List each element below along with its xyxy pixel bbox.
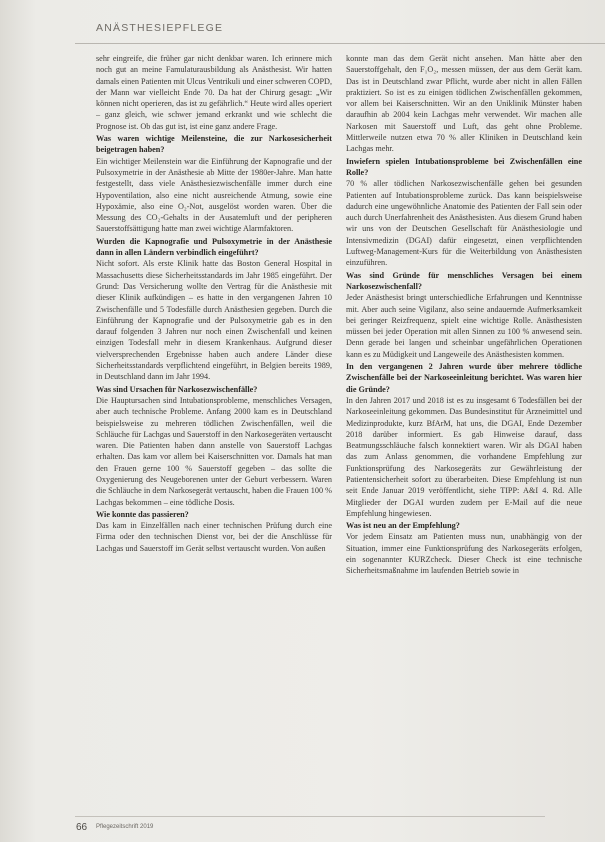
- body-paragraph: konnte man das dem Gerät nicht ansehen. Man hätte aber den Sauerstoffgehalt, den F₁O₂, messen müssen, der aus dem Gerät kam. Das ist in Deutschland zwar Pflicht, wurde aber nicht in allen Fällen praktiziert. So ist es zu einigen tödlichen Zwischenfällen gekommen, vor allem bei Kaiserschnitten. Wir an den Uniklinik Münster haben daraufhin ab 2004 kein Lachgas mehr verwendet. Wir machen alle Narkosen mit Sauerstoff und Luft, das geht ohne Probleme. Mittlerweile nutzen etwa 70 % aller Kliniken in Deutschland kein Lachgas mehr.: [346, 54, 582, 154]
- interview-question: Was sind Ursachen für Narkosezwischenfälle?: [96, 384, 258, 394]
- interview-question: Wie konnte das passieren?: [96, 509, 189, 519]
- body-paragraph: 70 % aller tödlichen Narkosezwischenfälle gehen bei gesunden Patienten auf Intubationsprobleme zurück. Das kann beispielsweise dadurch eine ungewöhnliche Anatomie des Patienten der Fall sein oder auch durch Unerfahrenheit des Anästhesisten. Aus diesem Grund haben wir uns von der Deutschen Gesellschaft für Anästhesiologie und Intensivmedizin (DGAI) dafür eingesetzt, einen verpflichtenden Luftweg-Management-Kurs für die Weiterbildung von Anästhesisten einzuführen.: [346, 179, 582, 268]
- footer-rule: [75, 816, 545, 817]
- body-paragraph: Nicht sofort. Als erste Klinik hatte das Boston General Hospital in Massachusetts diese Sicherheitsstandards im Jahr 1985 eingeführt. Der Grund: Das Versicherung wollte den Vertrag für die Anästhesie mit dieser Klinik aufkündigen – es hatte in den vergangenen Jahren 10 Zwischenfälle und 5 Todesfälle durch Anästhesien gegeben. Durch die Einführung der Kapnografie und der Pulsoxymetrie gab es in den darauf folgenden 3 Jahren nur noch einen Zwischenfall und keinen einzigen Todesfall mehr in diesem Krankenhaus. Aufgrund dieser vielversprechenden Ergebnisse haben auch andere Länder diese Sicherheitsstandards verpflichtend eingeführt, in Belgien bereits 1989, in Deutschland dann im Jahr 1994.: [96, 259, 332, 382]
- body-paragraph: Das kam in Einzelfällen nach einer technischen Prüfung durch eine Firma oder den technischen Dienst vor, bei der die Anschlüsse für Lachgas und Sauerstoff im Gerät selbst vertauscht wurden. Von außen: [96, 521, 332, 553]
- body-paragraph: In den Jahren 2017 und 2018 ist es zu insgesamt 6 Todesfällen bei der Narkoseeinleitung gekommen. Das Bundesinstitut für Arzneimittel und Medizinprodukte, kurz BfArM, hat uns, die DGAI, Ende Dezember 2018 darüber informiert. Es gab Hinweise darauf, dass Beatmungsschläuche falsch konnektiert waren. Wir als DGAI haben das zum Anlass genommen, die vorhandene Empfehlung zur Funktionsprüfung des Narkosegeräts zur Gewährleistung der Patientensicherheit sofort zu überarbeiten. Diese Empfehlung ist nun seit Ende Januar 2019 veröffentlicht, siehe TIPP: A&I 4. Rd. Alle Mitglieder der DGAI wurden zudem per E-Mail auf die neue Empfehlung hingewiesen.: [346, 395, 582, 518]
- interview-question: Wurden die Kapnografie und Pulsoxymetrie in der Anästhesie dann in allen Ländern verbindlich eingeführt?: [96, 236, 332, 258]
- left-column: [96, 53, 332, 811]
- page-number: 66: [76, 822, 88, 833]
- right-column: [346, 53, 582, 811]
- body-paragraph: sehr eingreife, die früher gar nicht denkbar waren. Ich erinnere mich noch gut an meine Famulaturausbildung als Anästhesist. Wir hatten damals einen Patienten mit Ulcus Ventrikuli und einer schweren COPD, der Mann war vielleicht Ende 70. Da hat der Chirurg gesagt: „Wir können nicht operieren, das ist zu gefährlich.“ Heute wird alles operiert – ganz gleich, wie schwer jemand erkrankt und wie schlecht die Prognose ist. Ob das gut ist, ist eine ganz andere Frage.: [96, 54, 332, 131]
- interview-question: Was sind Gründe für menschliches Versagen bei einem Narkosezwischenfall?: [346, 270, 582, 291]
- interview-question: In den vergangenen 2 Jahren wurde über mehrere tödliche Zwischenfälle bei der Narkoseeinleitung berichtet. Was waren hier die Gründe?: [346, 362, 582, 394]
- body-paragraph: Ein wichtiger Meilenstein war die Einführung der Kapnografie und der Pulsoxymetrie in der Anästhesie ab Mitte der 1980er-Jahre. Man hatte festgestellt, dass viele Anästhesiezwischenfälle immer durch eine Hypoventilation, also eine nicht ausreichende Atmung, sowie eine Hypoxämie, also eine O₂-Not, ausgelöst worden waren. Über die Messung des CO₂-Gehalts in der Ausatemluft und der peripheren Sauerstoffsättigung hatte man zwei wichtige Alarmfaktoren.: [96, 156, 332, 234]
- body-paragraph: Die Hauptursachen sind Intubationsprobleme, menschliches Versagen, aber auch technische Probleme. Anfang 2000 kam es in Deutschland beispielsweise zu mehreren tödlichen Zwischenfällen, weil die Schläuche für Lachgas und Sauerstoff in den Narkosegeräten vertauscht waren. Die Patienten haben dann anstelle von Sauerstoff Lachgas erhalten. Das kam vor allem bei Kaiserschnitten vor. Damals hat man den Frauen gerne 100 % Sauerstoff gegeben – das sollte die Oxygenierung des Neugeborenen unter der Geburt verbessern. Waren die Schläuche in dem Narkosegerät vertauscht, haben die Frauen 100 % Lachgas bekommen – eine tödliche Dosis.: [96, 395, 332, 507]
- interview-question: Was ist neu an der Empfehlung?: [346, 521, 460, 531]
- section-title: ANÄSTHESIEPFLEGE: [96, 22, 224, 34]
- interview-question: Inwiefern spielen Intubationsprobleme bei Zwischenfällen eine Rolle?: [346, 156, 582, 177]
- journal-info: Pflegezeitschrift 2019: [96, 824, 154, 830]
- interview-question: Was waren wichtige Meilensteine, die zur Narkosesicherheit beigetragen haben?: [96, 134, 332, 155]
- body-paragraph: Vor jedem Einsatz am Patienten muss nun, unabhängig von der Situation, immer eine Funktionsprüfung des Narkosegeräts erfolgen, ein sogenannter KURZcheck. Dieser Check ist eine technische Sicherheitsmaßnahme im laufenden Betrieb sowie in: [346, 532, 582, 576]
- body-paragraph: Jeder Anästhesist bringt unterschiedliche Erfahrungen und Kenntnisse mit. Aber auch seine Vigilanz, also seine andauernde Aufmerksamkeit bei geringer Reizfrequenz, spielt eine wichtige Rolle. Anästhesisten müssen bei jeder Operation mit allen Sinnen zu 100 % anwesend sein. Denn gerade bei langen und scheinbar ungefährlichen Operationen kann es zu Müdigkeit und Langeweile des Anästhesisten kommen.: [346, 293, 582, 359]
